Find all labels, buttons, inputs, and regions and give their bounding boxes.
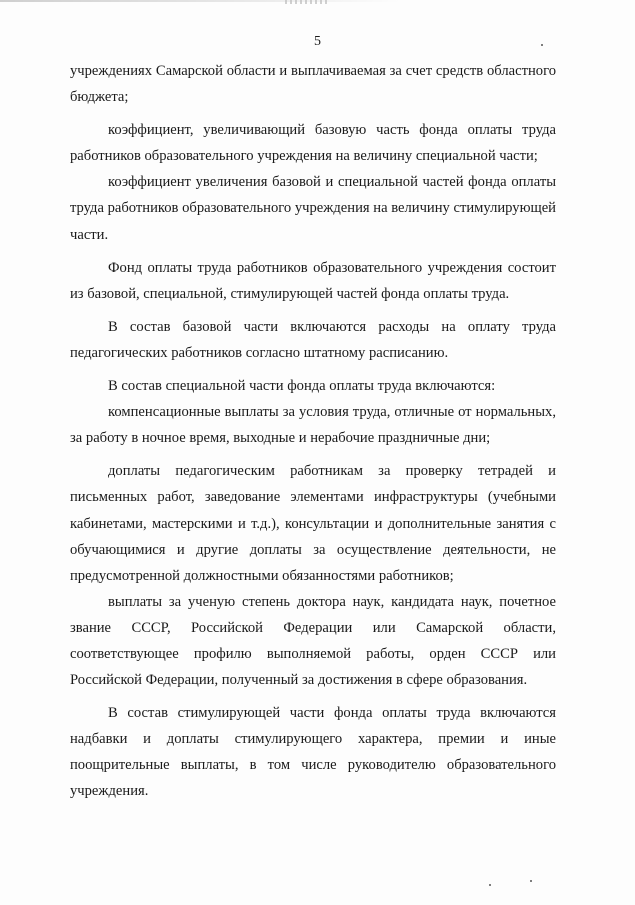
paragraph: В состав специальной части фонда оплаты труда включаются: bbox=[108, 378, 496, 395]
scan-speck bbox=[541, 44, 543, 46]
scan-speck bbox=[489, 884, 491, 886]
paragraph: выплаты за ученую степень доктора наук, кандидата наук, почетное звание СССР, Российской Федерации или Самарской области, соответствующее профилю выполняемой работы, орден СССР или Российской Федерации, полученный за достижения в сфере образования. bbox=[70, 593, 556, 689]
scan-artifact-top-mark bbox=[285, 0, 330, 4]
paragraph: коэффициент увеличения базовой и специальной частей фонда оплаты труда работников образовательного учреждения на величину стимулирующей части. bbox=[70, 174, 556, 243]
paragraph: учреждениях Самарской области и выплачиваемая за счет средств областного бюджета; bbox=[70, 63, 556, 106]
paragraph: коэффициент, увеличивающий базовую часть фонда оплаты труда работников образовательного учреждения на величину специальной части; bbox=[70, 122, 556, 165]
paragraph: В состав базовой части включаются расходы на оплату труда педагогических работников согласно штатному расписанию. bbox=[70, 318, 556, 361]
paragraph: компенсационные выплаты за условия труда, отличные от нормальных, за работу в ночное время, выходные и нерабочие праздничные дни; bbox=[70, 404, 556, 447]
document-body bbox=[70, 58, 556, 805]
scan-artifact-top-line bbox=[0, 0, 400, 2]
scan-speck bbox=[530, 880, 532, 882]
paragraph: доплаты педагогическим работникам за проверку тетрадей и письменных работ, заведование элементами инфраструктуры (учебными кабинетами, мастерскими и т.д.), консультации и дополнительные занятия с обучающимися и другие доплаты за осуществление деятельности, не предусмотренной должностными обязанностями работников; bbox=[70, 463, 556, 584]
paragraph: В состав стимулирующей части фонда оплаты труда включаются надбавки и доплаты стимулирующего характера, премии и иные поощрительные выплаты, в том числе руководителю образовательного учреждения. bbox=[70, 705, 556, 800]
paragraph: Фонд оплаты труда работников образовательного учреждения состоит из базовой, специальной, стимулирующей частей фонда оплаты труда. bbox=[70, 259, 556, 302]
page-number: 5 bbox=[314, 34, 321, 49]
